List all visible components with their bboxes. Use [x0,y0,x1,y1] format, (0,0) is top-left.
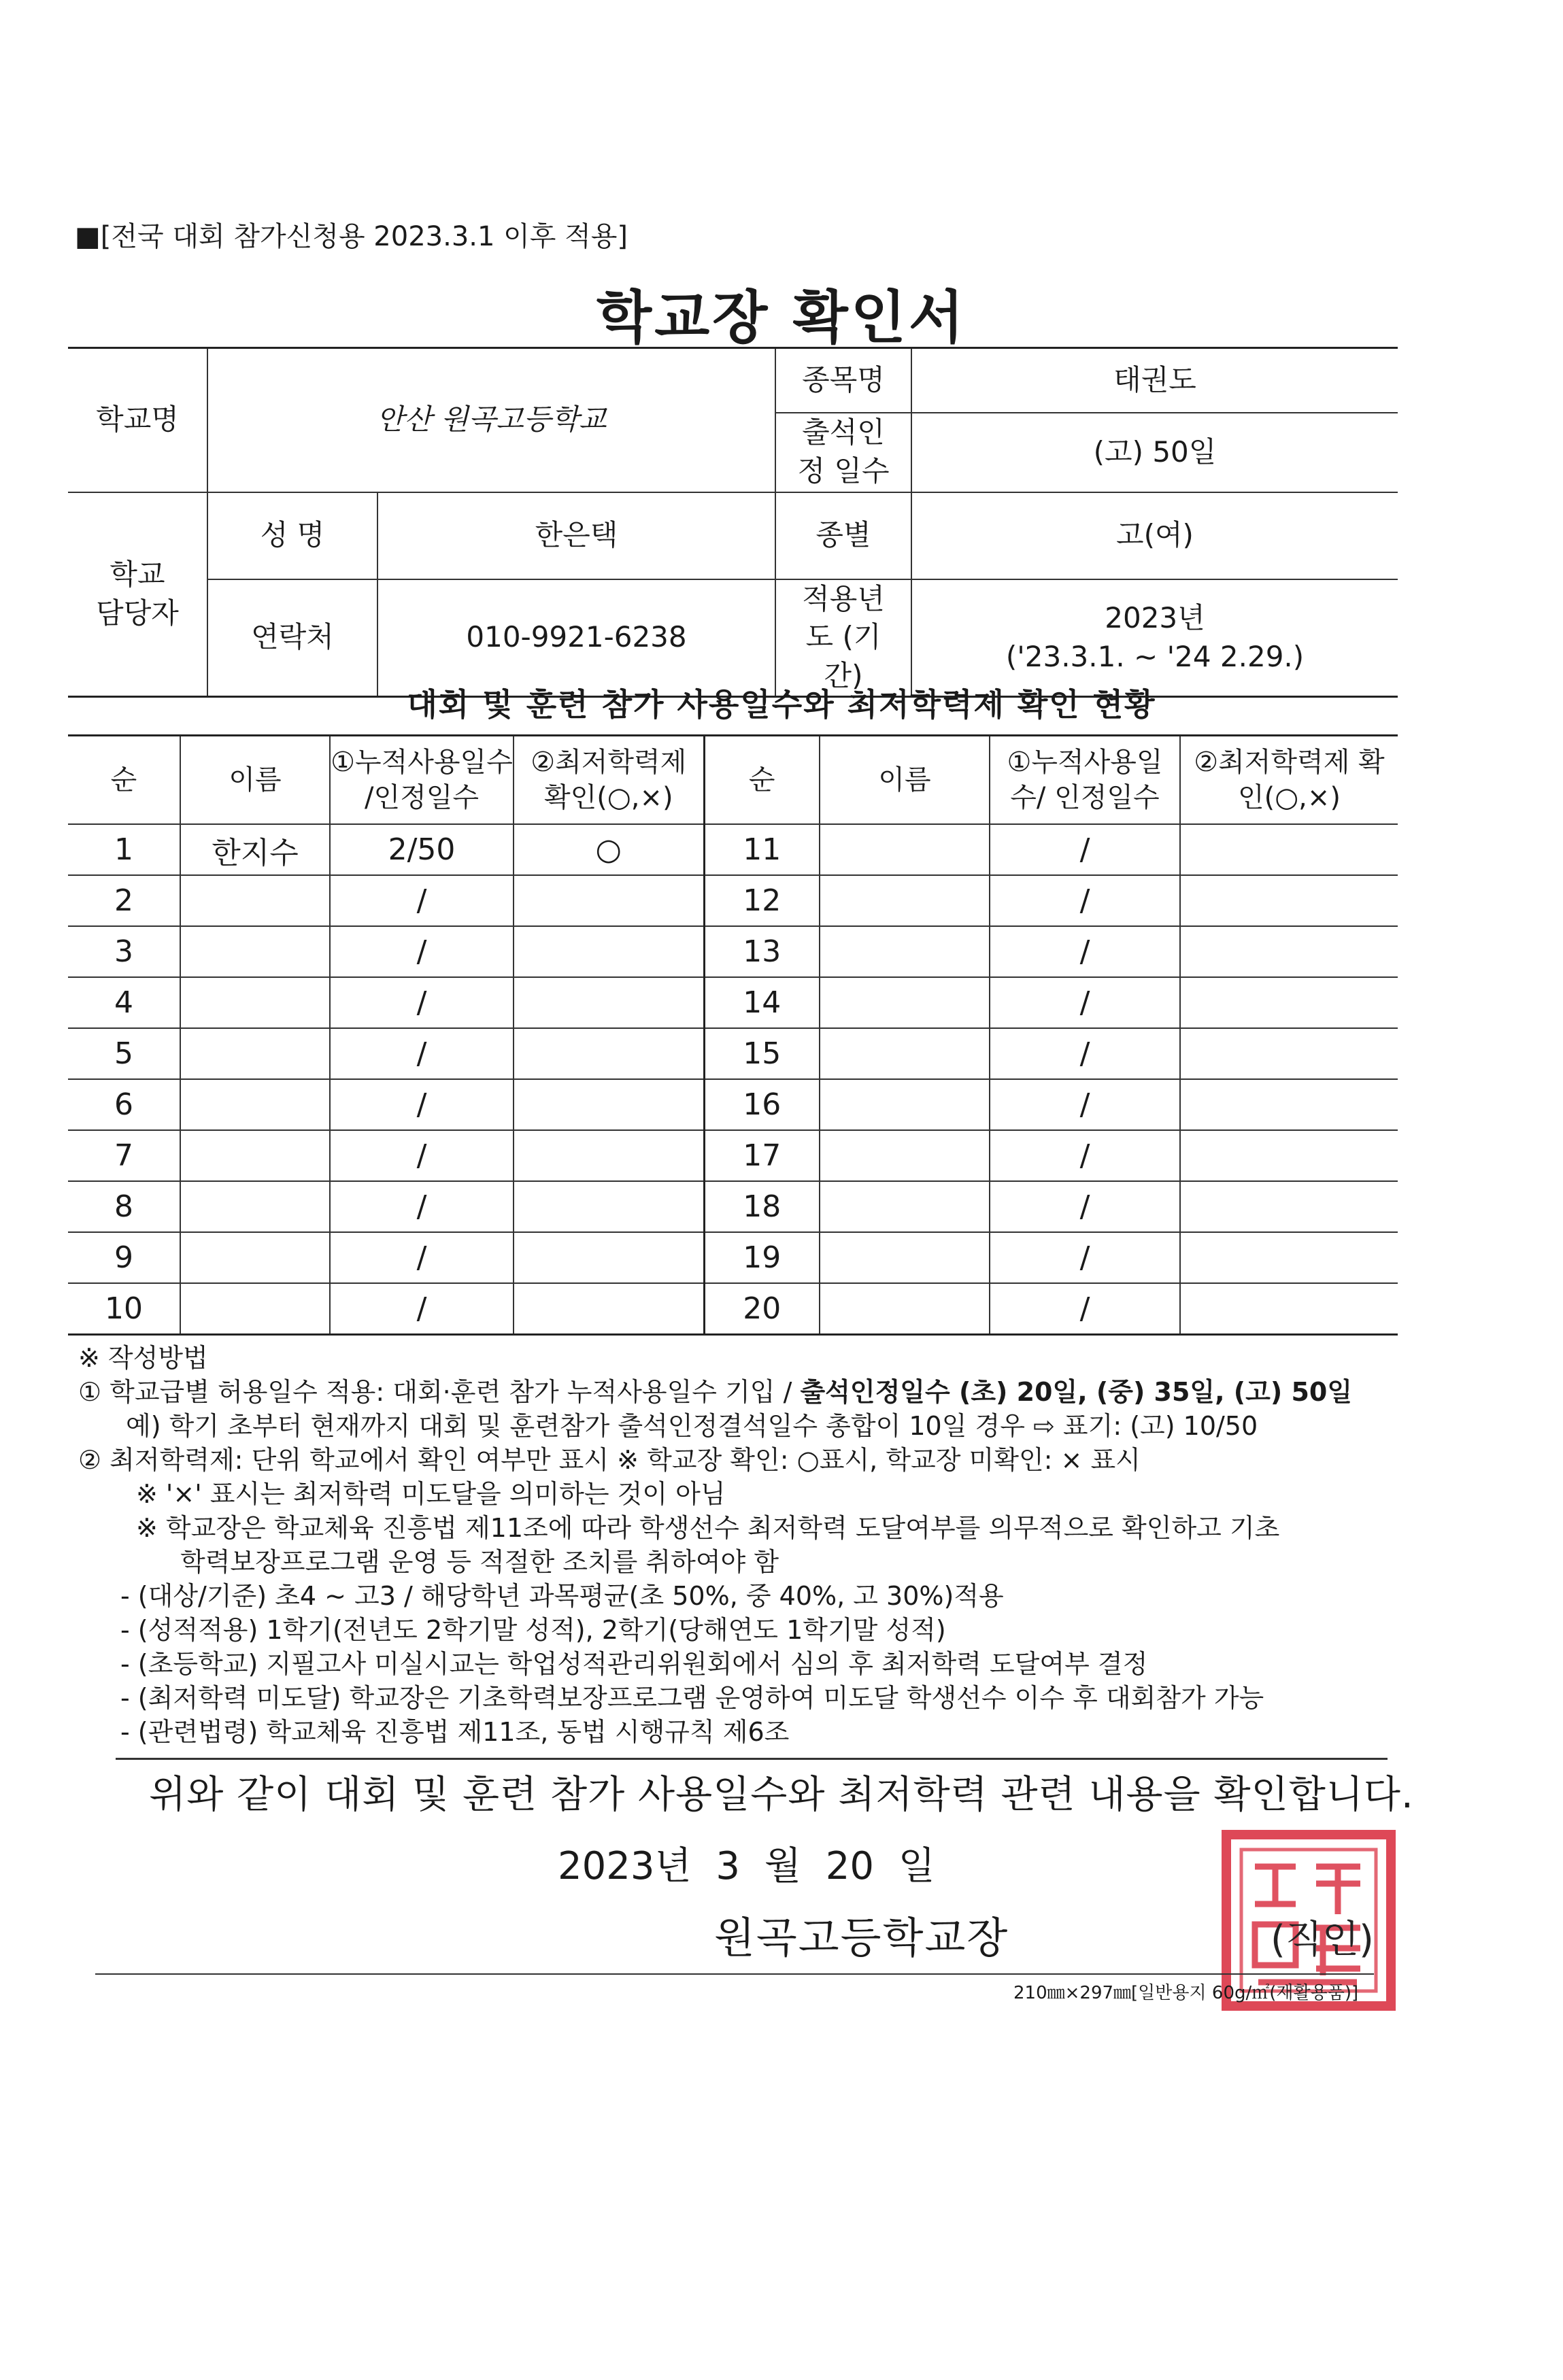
name-label: 성 명 [207,492,377,579]
document-title: 학교장 확인서 [596,284,967,351]
header-check: ②최저학력제 확인(○,×) [514,736,704,825]
note-detail-2: - (성적적용) 1학기(전년도 2학기말 성적), 2학기(당해연도 1학기말 성적) [120,1615,946,1645]
note-1 [78,1375,1411,1409]
header-no: 순 [68,736,180,825]
principal-title: 원곡고등학교장 [714,1913,1009,1962]
row-name [820,1079,990,1130]
table-row [68,1181,1398,1232]
contact-value: 010-9921-6238 [377,579,775,697]
usage-table [68,734,1398,1336]
row-number: 19 [704,1232,820,1283]
row-name [820,824,990,875]
row-days: / [330,926,514,977]
row-days: / [330,875,514,926]
row-check [1180,1130,1398,1181]
row-number: 3 [68,926,180,977]
row-number: 15 [704,1028,820,1079]
school-label: 학교명 [68,348,207,492]
row-days: / [990,1028,1180,1079]
row-check [1180,1079,1398,1130]
year-label: 적용년도 (기간) [775,579,911,697]
note-1-text: ① 학교급별 허용일수 적용: 대회·훈련 참가 누적사용일수 기입 / [78,1377,801,1407]
seal-label: (직인) [1271,1918,1374,1962]
note-detail-1: - (대상/기준) 초4 ~ 고3 / 해당학년 과목평균(초 50%, 중 40%, 고 30%)적용 [120,1581,1004,1611]
row-check [1180,1181,1398,1232]
row-days: / [990,926,1180,977]
row-number: 18 [704,1181,820,1232]
row-name [820,1283,990,1335]
table-row [68,875,1398,926]
contact-label: 연락처 [207,579,377,697]
school-value: 안산 원곡고등학교 [207,348,775,492]
row-name [820,1232,990,1283]
year-value: 2023년 [1105,600,1205,634]
header-name: 이름 [820,736,990,825]
row-number: 1 [68,824,180,875]
table-row [68,824,1398,875]
header-days: ①누적사용일수/ 인정일수 [990,736,1180,825]
row-days: / [330,1283,514,1335]
footer-divider [95,1973,1374,1975]
header-no: 순 [704,736,820,825]
note-2-sub-2: ※ 학교장은 학교체육 진흥법 제11조에 따라 학생선수 최저학력 도달여부를 의무적으로 확인하고 기초 [136,1513,1280,1543]
row-check [514,926,704,977]
attendance-label: 출석인정 일수 [775,413,911,492]
row-check [1180,1028,1398,1079]
row-check [1180,875,1398,926]
note-1-bold: 출석인정일수 (초) 20일, (중) 35일, (고) 50일 [800,1377,1353,1407]
header-check: ②최저학력제 확인(○,×) [1180,736,1398,825]
row-days: / [330,1232,514,1283]
table-row [68,1232,1398,1283]
row-check [1180,926,1398,977]
row-number: 7 [68,1130,180,1181]
row-name [820,875,990,926]
row-number: 16 [704,1079,820,1130]
row-check [514,977,704,1028]
row-days: / [990,1130,1180,1181]
form-version-tag: ■[전국 대회 참가신청용 2023.3.1 이후 적용] [75,221,628,252]
row-check [1180,977,1398,1028]
row-number: 2 [68,875,180,926]
row-check [514,1283,704,1335]
row-days: / [990,977,1180,1028]
note-detail-3: - (초등학교) 지필고사 미실시교는 학업성적관리위원회에서 심의 후 최저학력 도달여부 결정 [120,1649,1148,1679]
name-value: 한은택 [377,492,775,579]
row-check [1180,1283,1398,1335]
gender-value: 고(여) [911,492,1398,579]
row-number: 13 [704,926,820,977]
sport-label: 종목명 [775,348,911,413]
note-1-example: 예) 학기 초부터 현재까지 대회 및 훈련참가 출석인정결석일수 총합이 10일 경우 ⇨ 표기: (고) 10/50 [126,1411,1258,1441]
row-check [514,1130,704,1181]
manager-label: 학교 담당자 [68,492,207,697]
table-row [68,1079,1398,1130]
row-number: 8 [68,1181,180,1232]
note-2-sub-1: ※ '×' 표시는 최저학력 미도달을 의미하는 것이 아님 [136,1479,726,1509]
row-days: / [330,1130,514,1181]
note-detail-5: - (관련법령) 학교체육 진흥법 제11조, 동법 시행규칙 제6조 [120,1717,790,1747]
row-days: / [990,1283,1180,1335]
row-days: / [990,1079,1180,1130]
notes-divider [116,1758,1388,1760]
row-days: / [990,875,1180,926]
table-row [68,1028,1398,1079]
row-number: 4 [68,977,180,1028]
paper-spec: 210㎜×297㎜[일반용지 60g/㎡(재활용품)] [1013,1983,1359,2003]
row-name [180,1181,330,1232]
writing-instructions [78,1341,1411,1749]
row-days: / [330,977,514,1028]
row-name [180,1283,330,1335]
header-name: 이름 [180,736,330,825]
row-days: / [330,1181,514,1232]
sport-value: 태권도 [911,348,1398,413]
year-cell [911,579,1398,697]
row-number: 20 [704,1283,820,1335]
row-name: 한지수 [180,824,330,875]
gender-label: 종별 [775,492,911,579]
row-check [514,1079,704,1130]
row-name [180,926,330,977]
row-days: / [990,1181,1180,1232]
row-number: 5 [68,1028,180,1079]
table-row [68,926,1398,977]
row-number: 17 [704,1130,820,1181]
confirmation-text: 위와 같이 대회 및 훈련 참가 사용일수와 최저학력 관련 내용을 확인합니다. [149,1773,1414,1817]
row-name [180,1232,330,1283]
table-row [68,1283,1398,1335]
note-2: ② 최저학력제: 단위 학교에서 확인 여부만 표시 ※ 학교장 확인: ○표시, 학교장 미확인: × 표시 [78,1445,1141,1475]
table-header-row [68,736,1398,825]
row-days: / [990,824,1180,875]
note-detail-4: - (최저학력 미도달) 학교장은 기초학력보장프로그램 운영하여 미도달 학생선수 이수 후 대회참가 가능 [120,1683,1264,1713]
row-days: 2/50 [330,824,514,875]
row-check [514,1232,704,1283]
attendance-value: (고) 50일 [911,413,1398,492]
row-number: 10 [68,1283,180,1335]
info-table [68,347,1398,698]
row-check [1180,1232,1398,1283]
row-name [820,1130,990,1181]
row-days: / [330,1028,514,1079]
row-name [820,926,990,977]
row-number: 14 [704,977,820,1028]
row-check [1180,824,1398,875]
table-row [68,977,1398,1028]
row-number: 9 [68,1232,180,1283]
row-name [180,977,330,1028]
row-number: 12 [704,875,820,926]
period-value: ('23.3.1. ~ '24 2.29.) [1005,639,1305,673]
row-days: / [990,1232,1180,1283]
row-number: 11 [704,824,820,875]
row-check [514,875,704,926]
row-name [180,1028,330,1079]
note-2-sub-2-cont: 학력보장프로그램 운영 등 적절한 조치를 취하여야 함 [180,1547,779,1577]
row-number: 6 [68,1079,180,1130]
row-name [180,875,330,926]
table-row [68,1130,1398,1181]
section-title: 대회 및 훈련 참가 사용일수와 최저학력제 확인 현황 [407,686,1156,723]
row-check: ○ [514,824,704,875]
header-days: ①누적사용일수 /인정일수 [330,736,514,825]
row-name [820,1028,990,1079]
row-days: / [330,1079,514,1130]
row-check [514,1028,704,1079]
row-check [514,1181,704,1232]
row-name [820,1181,990,1232]
notes-heading: ※ 작성방법 [78,1343,208,1373]
row-name [180,1079,330,1130]
row-name [180,1130,330,1181]
issue-date: 2023년 3 월 20 일 [558,1844,935,1888]
row-name [820,977,990,1028]
